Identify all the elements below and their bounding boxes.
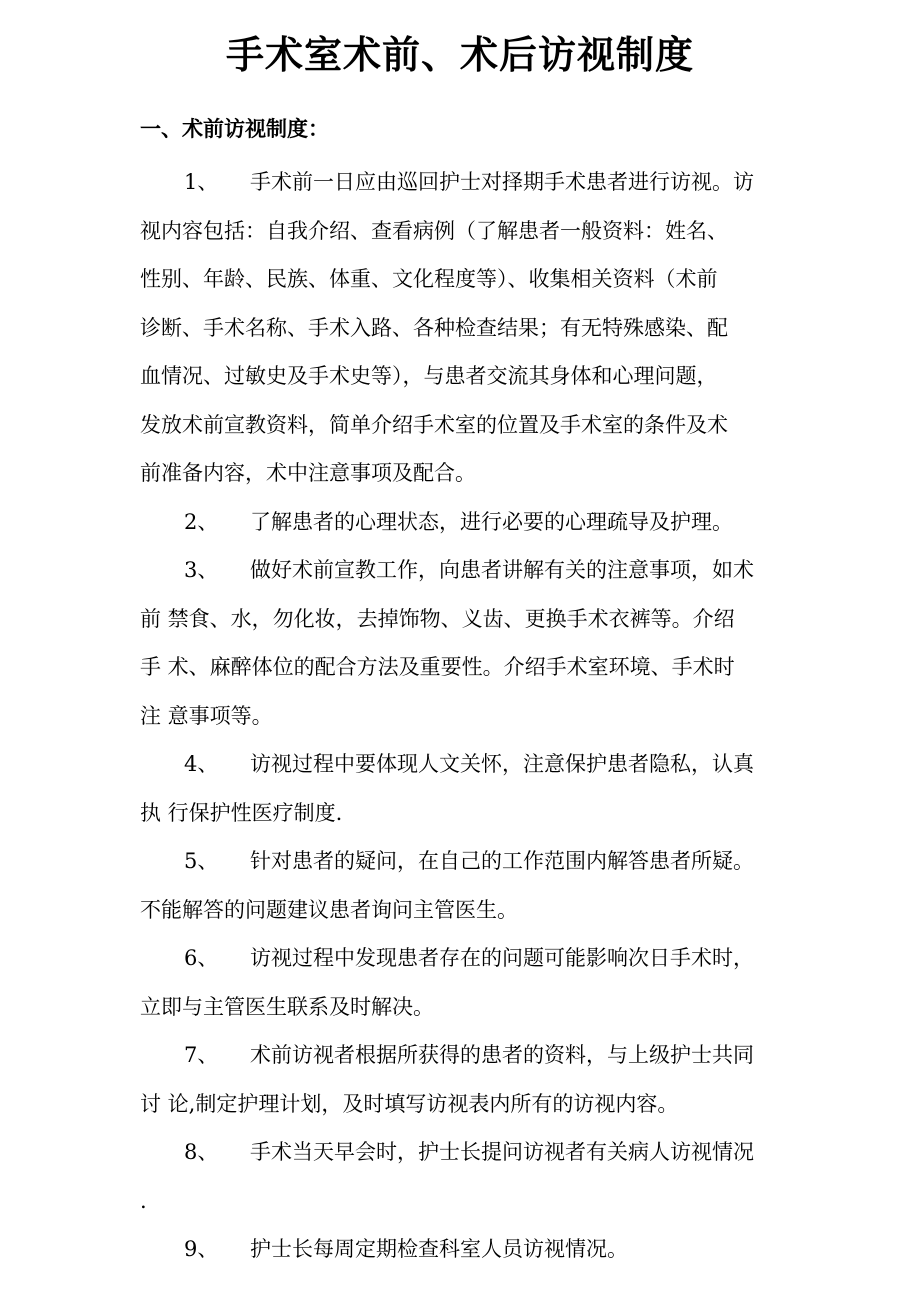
list-item	[140, 1031, 800, 1128]
item-text: 执 行保护性医疗制度.	[140, 800, 343, 825]
item-text: 前 禁食、水，勿化妆，去掉饰物、义齿、更换手术衣裤等。介绍	[140, 606, 735, 631]
item-number: 1、	[184, 170, 219, 194]
item-text: 针对患者的疑问，在自己的工作范围内解答患者所疑。	[250, 849, 754, 873]
item-text: 了解患者的心理状态，进行必要的心理疏导及护理。	[250, 509, 733, 534]
paragraph-line	[140, 158, 800, 207]
document-title: 手术室术前、术后访视制度	[225, 33, 694, 77]
item-text: 讨 论,制定护理计划，及时填写访视表内所有的访视内容。	[140, 1091, 679, 1116]
paragraph-line	[140, 207, 800, 256]
item-number: 6、	[184, 946, 219, 970]
list-item	[140, 498, 800, 547]
list-item	[140, 837, 800, 934]
item-text: .	[140, 1188, 147, 1213]
paragraph-line	[140, 740, 800, 789]
item-text: 视内容包括：自我介绍、查看病例（了解患者一般资料：姓名、	[140, 218, 728, 243]
list-item	[140, 1225, 800, 1274]
item-number: 5、	[184, 849, 219, 873]
paragraph-line	[140, 837, 800, 886]
list-item	[140, 158, 800, 498]
item-text: 立即与主管医生联系及时解决。	[140, 994, 434, 1019]
list-item	[140, 740, 800, 837]
item-number: 4、	[184, 752, 219, 776]
paragraph-line	[140, 789, 800, 838]
item-text: 术前访视者根据所获得的患者的资料，与上级护士共同	[250, 1043, 754, 1067]
paragraph-line	[140, 934, 800, 983]
item-number: 9、	[184, 1237, 219, 1261]
paragraph-line	[140, 1128, 800, 1177]
list-item	[140, 934, 800, 1031]
paragraph-line	[140, 352, 800, 401]
paragraph-line	[140, 498, 800, 547]
item-number: 7、	[184, 1043, 219, 1067]
paragraph-line	[140, 304, 800, 353]
item-number: 3、	[184, 558, 219, 582]
paragraph-line	[140, 401, 800, 450]
item-text: 前准备内容，术中注意事项及配合。	[140, 461, 476, 485]
paragraph-line	[140, 886, 800, 935]
item-text: 诊断、手术名称、手术入路、各种检查结果；有无特殊感染、配	[140, 315, 728, 340]
paragraph-line	[140, 595, 800, 644]
section-heading: 一、术前访视制度：	[140, 117, 329, 141]
item-text: 手术前一日应由巡回护士对择期手术患者进行访视。访	[250, 170, 754, 194]
item-text: 手术当天早会时，护士长提问访视者有关病人访视情况	[250, 1140, 754, 1164]
paragraph-line	[140, 1080, 800, 1129]
paragraph-line	[140, 255, 800, 304]
paragraph-line	[140, 1177, 800, 1226]
paragraph-line	[140, 692, 800, 741]
item-text: 不能解答的问题建议患者询问主管医生。	[140, 897, 518, 922]
item-text: 做好术前宣教工作，向患者讲解有关的注意事项，如术	[250, 558, 754, 582]
item-text: 访视过程中发现患者存在的问题可能影响次日手术时，	[250, 946, 754, 970]
paragraph-line	[140, 643, 800, 692]
item-number: 2、	[184, 509, 219, 534]
item-text: 访视过程中要体现人文关怀，注意保护患者隐私，认真	[250, 752, 754, 776]
item-text: 发放术前宣教资料，简单介绍手术室的位置及手术室的条件及术	[140, 412, 728, 437]
paragraph-line	[140, 1031, 800, 1080]
item-text: 性别、年龄、民族、体重、文化程度等）、收集相关资料（术前	[140, 267, 718, 291]
item-text: 护士长每周定期检查科室人员访视情况。	[250, 1237, 628, 1261]
paragraph-line	[140, 546, 800, 595]
paragraph-line	[140, 449, 800, 498]
item-text: 血情况、过敏史及手术史等），与患者交流其身体和心理问题，	[140, 364, 718, 388]
list-item	[140, 1128, 800, 1225]
item-list	[140, 158, 800, 1274]
paragraph-line	[140, 1225, 800, 1274]
paragraph-line	[140, 983, 800, 1032]
item-text: 手 术、麻醉体位的配合方法及重要性。介绍手术室环境、手术时	[140, 655, 735, 679]
item-text: 注 意事项等。	[140, 703, 273, 728]
list-item	[140, 546, 800, 740]
item-number: 8、	[184, 1140, 219, 1164]
